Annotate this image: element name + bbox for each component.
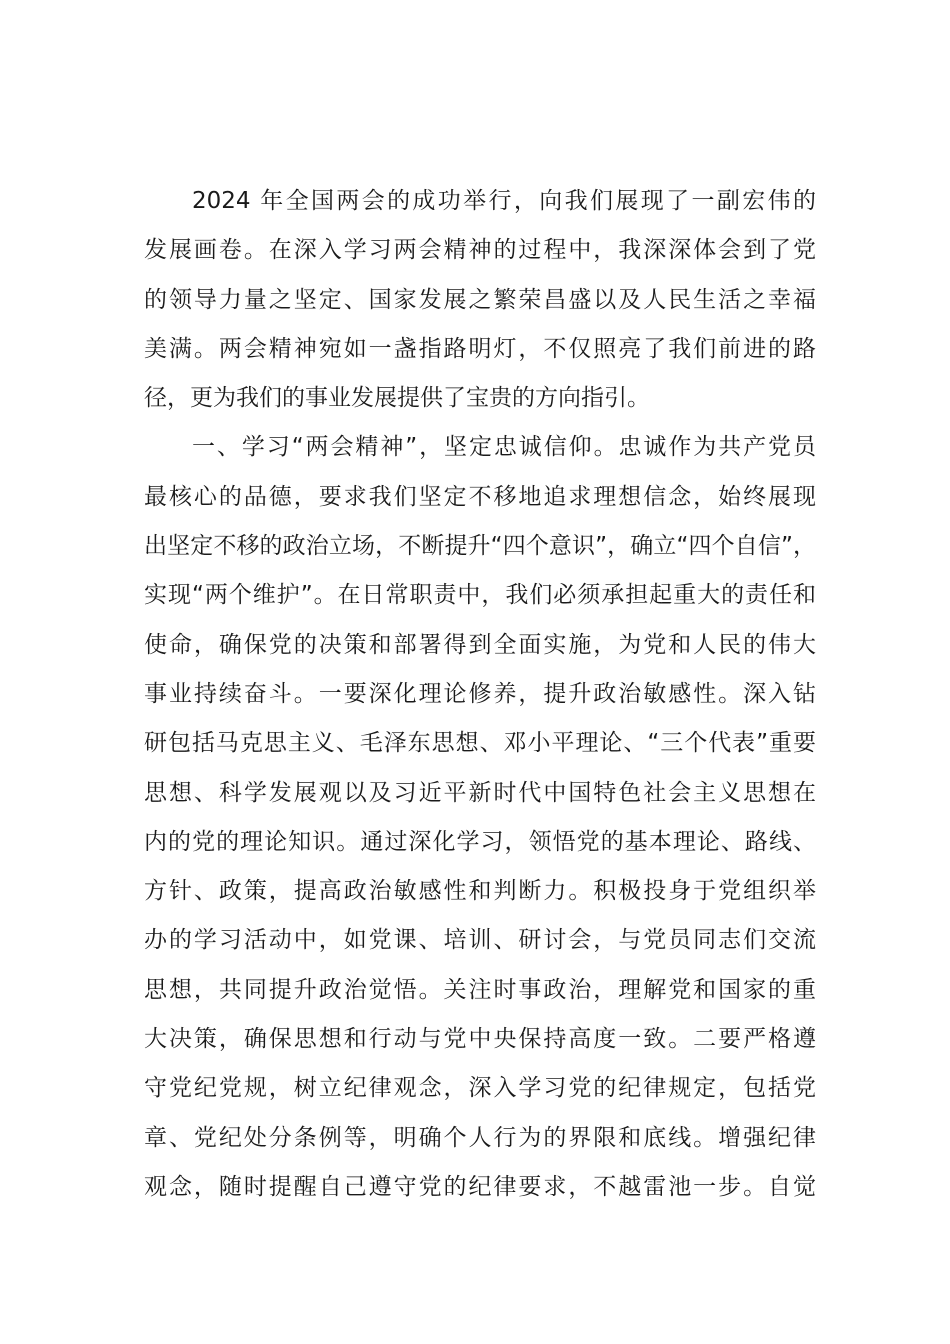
text-line: 观念，随时提醒自己遵守党的纪律要求，不越雷池一步。自觉 — [144, 1173, 816, 1200]
text-line: 的领导力量之坚定、国家发展之繁荣昌盛以及人民生活之幸福 — [144, 286, 816, 313]
text-line: 事业持续奋斗。一要深化理论修养，提升政治敏感性。深入钻 — [144, 680, 816, 707]
text-line: 径，更为我们的事业发展提供了宝贵的方向指引。 — [144, 385, 650, 412]
text-line: 一、学习“两会精神”，坚定忠诚信仰。忠诚作为共产党员 — [192, 434, 816, 461]
text-line: 研包括马克思主义、毛泽东思想、邓小平理论、“三个代表”重要 — [144, 730, 816, 757]
paragraph-section-one — [144, 426, 816, 1215]
text-line: 内的党的理论知识。通过深化学习，领悟党的基本理论、路线、 — [144, 828, 816, 855]
text-line: 守党纪党规，树立纪律观念，深入学习党的纪律规定，包括党 — [144, 1075, 816, 1102]
document-body — [144, 180, 816, 1215]
text-line: 章、党纪处分条例等，明确个人行为的界限和底线。增强纪律 — [144, 1124, 816, 1151]
text-line: 美满。两会精神宛如一盏指路明灯，不仅照亮了我们前进的路 — [144, 335, 816, 362]
text-line: 大决策，确保思想和行动与党中央保持高度一致。二要严格遵 — [144, 1026, 816, 1053]
text-line: 思想，共同提升政治觉悟。关注时事政治，理解党和国家的重 — [144, 976, 816, 1003]
text-line: 2024 年全国两会的成功举行，向我们展现了一副宏伟的 — [192, 188, 816, 214]
text-line: 使命，确保党的决策和部署得到全面实施，为党和人民的伟大 — [144, 631, 816, 658]
paragraph-intro — [144, 180, 816, 426]
text-line: 发展画卷。在深入学习两会精神的过程中，我深深体会到了党 — [144, 237, 816, 264]
text-line: 思想、科学发展观以及习近平新时代中国特色社会主义思想在 — [144, 779, 816, 806]
text-line: 出坚定不移的政治立场，不断提升“四个意识”，确立“四个自信”， — [144, 533, 816, 560]
text-line: 实现“两个维护”。在日常职责中，我们必须承担起重大的责任和 — [144, 582, 816, 609]
text-line: 方针、政策，提高政治敏感性和判断力。积极投身于党组织举 — [144, 878, 816, 905]
text-line: 办的学习活动中，如党课、培训、研讨会，与党员同志们交流 — [144, 927, 816, 954]
text-line: 最核心的品德，要求我们坚定不移地追求理想信念，始终展现 — [144, 483, 816, 510]
